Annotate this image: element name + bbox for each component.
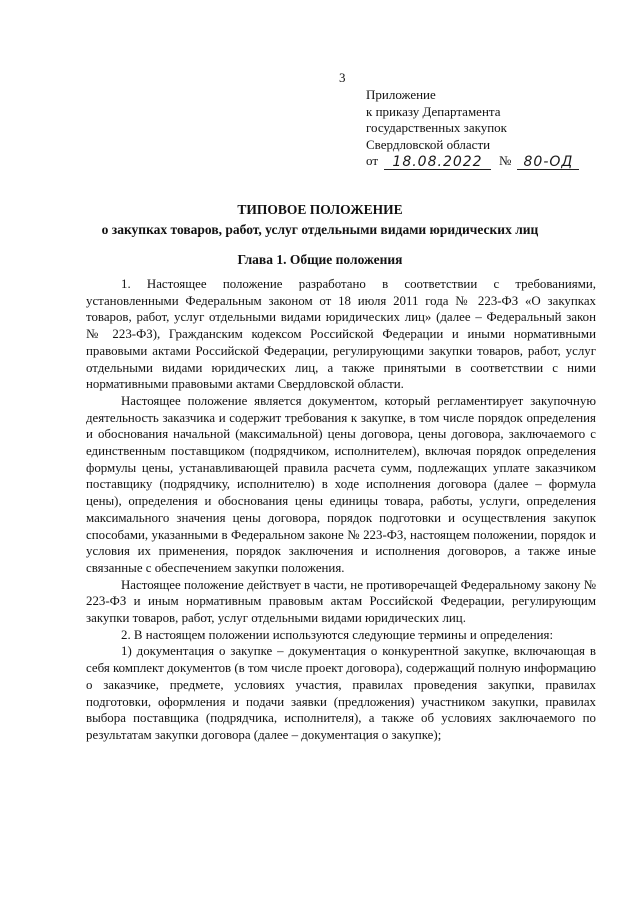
paragraph: Настоящее положение действует в части, не противоречащей Федеральному закону № 223-ФЗ и иным нормативным правовым актам Российской Федерации, регулирующим закупки товаров, работ, услуг отдельными видами юридических лиц. <box>86 577 596 626</box>
paragraph: Настоящее положение является документом, который регламентирует закупочную деятельность заказчика и содержит требования к закупке, в том числе порядок определения и обоснования начальной (максимальной) цены договора, цены договора, заключаемого с единственным поставщиком (подрядчиком, исполнителем), включая порядок определения формулы цены, устанавливающей правила расчета сумм, подлежащих уплате заказчиком поставщику (подрядчику, исполнителю) в ходе исполнения договора (далее – формула цены), определения и обоснования цены единицы товара, работы, услуги, определения максимального значения цены договора, порядок подготовки и осуществления закупок способами, указанными в Федеральном законе № 223-ФЗ, настоящем положении, порядок и условия их применения, порядок заключения и исполнения договоров, а также иные связанные с обеспечением закупки положения. <box>86 393 596 575</box>
handwritten-order-number: 80-ОД <box>517 155 579 170</box>
order-date-number-line <box>366 153 579 170</box>
appendix-line: к приказу Департамента <box>366 103 501 119</box>
chapter-heading: Глава 1. Общие положения <box>237 252 403 267</box>
paragraph: 1. Настоящее положение разработано в соответствии с требованиями, установленными Федеральным законом от 18 июля 2011 года № 223-ФЗ «О закупках товаров, работ, услуг отдельными видами юридических лиц» (далее – Федеральный закон № 223-ФЗ), Гражданским кодексом Российской Федерации и иными нормативными правовыми актами Российской Федерации, регулирующими закупки товаров, работ, услуг отдельными видами юридических лиц, а также принятыми в соответствии с ними нормативными правовыми актами Свердловской области. <box>86 277 596 392</box>
appendix-line: Приложение <box>366 87 436 102</box>
handwritten-date: 18.08.2022 <box>384 155 491 170</box>
page-number: 3 <box>339 70 346 85</box>
document-title: ТИПОВОЕ ПОЛОЖЕНИЕ <box>237 202 403 217</box>
document-body <box>86 276 596 744</box>
document-subtitle: о закупках товаров, работ, услуг отдельными видами юридических лиц <box>101 222 539 237</box>
appendix-block <box>366 87 579 170</box>
paragraph: 2. В настоящем положении используются следующие термины и определения: <box>121 627 554 642</box>
number-prefix: № <box>499 153 512 168</box>
date-prefix: от <box>366 153 379 168</box>
paragraph: 1) документация о закупке – документация о конкурентной закупке, включающая в себя комплект документов (в том числе проект договора), содержащий полную информацию о заказчике, предмете, условиях участия, правилах проведения закупки, правилах подготовки, оформления и подачи заявки (предложения) участником закупки, правилах выбора поставщика (подрядчика, исполнителя), а также об условиях заключаемого по результатам закупки договора (далее – документация о закупке); <box>86 644 596 742</box>
appendix-line: Свердловской области <box>366 136 491 152</box>
appendix-line: государственных закупок <box>366 120 507 135</box>
